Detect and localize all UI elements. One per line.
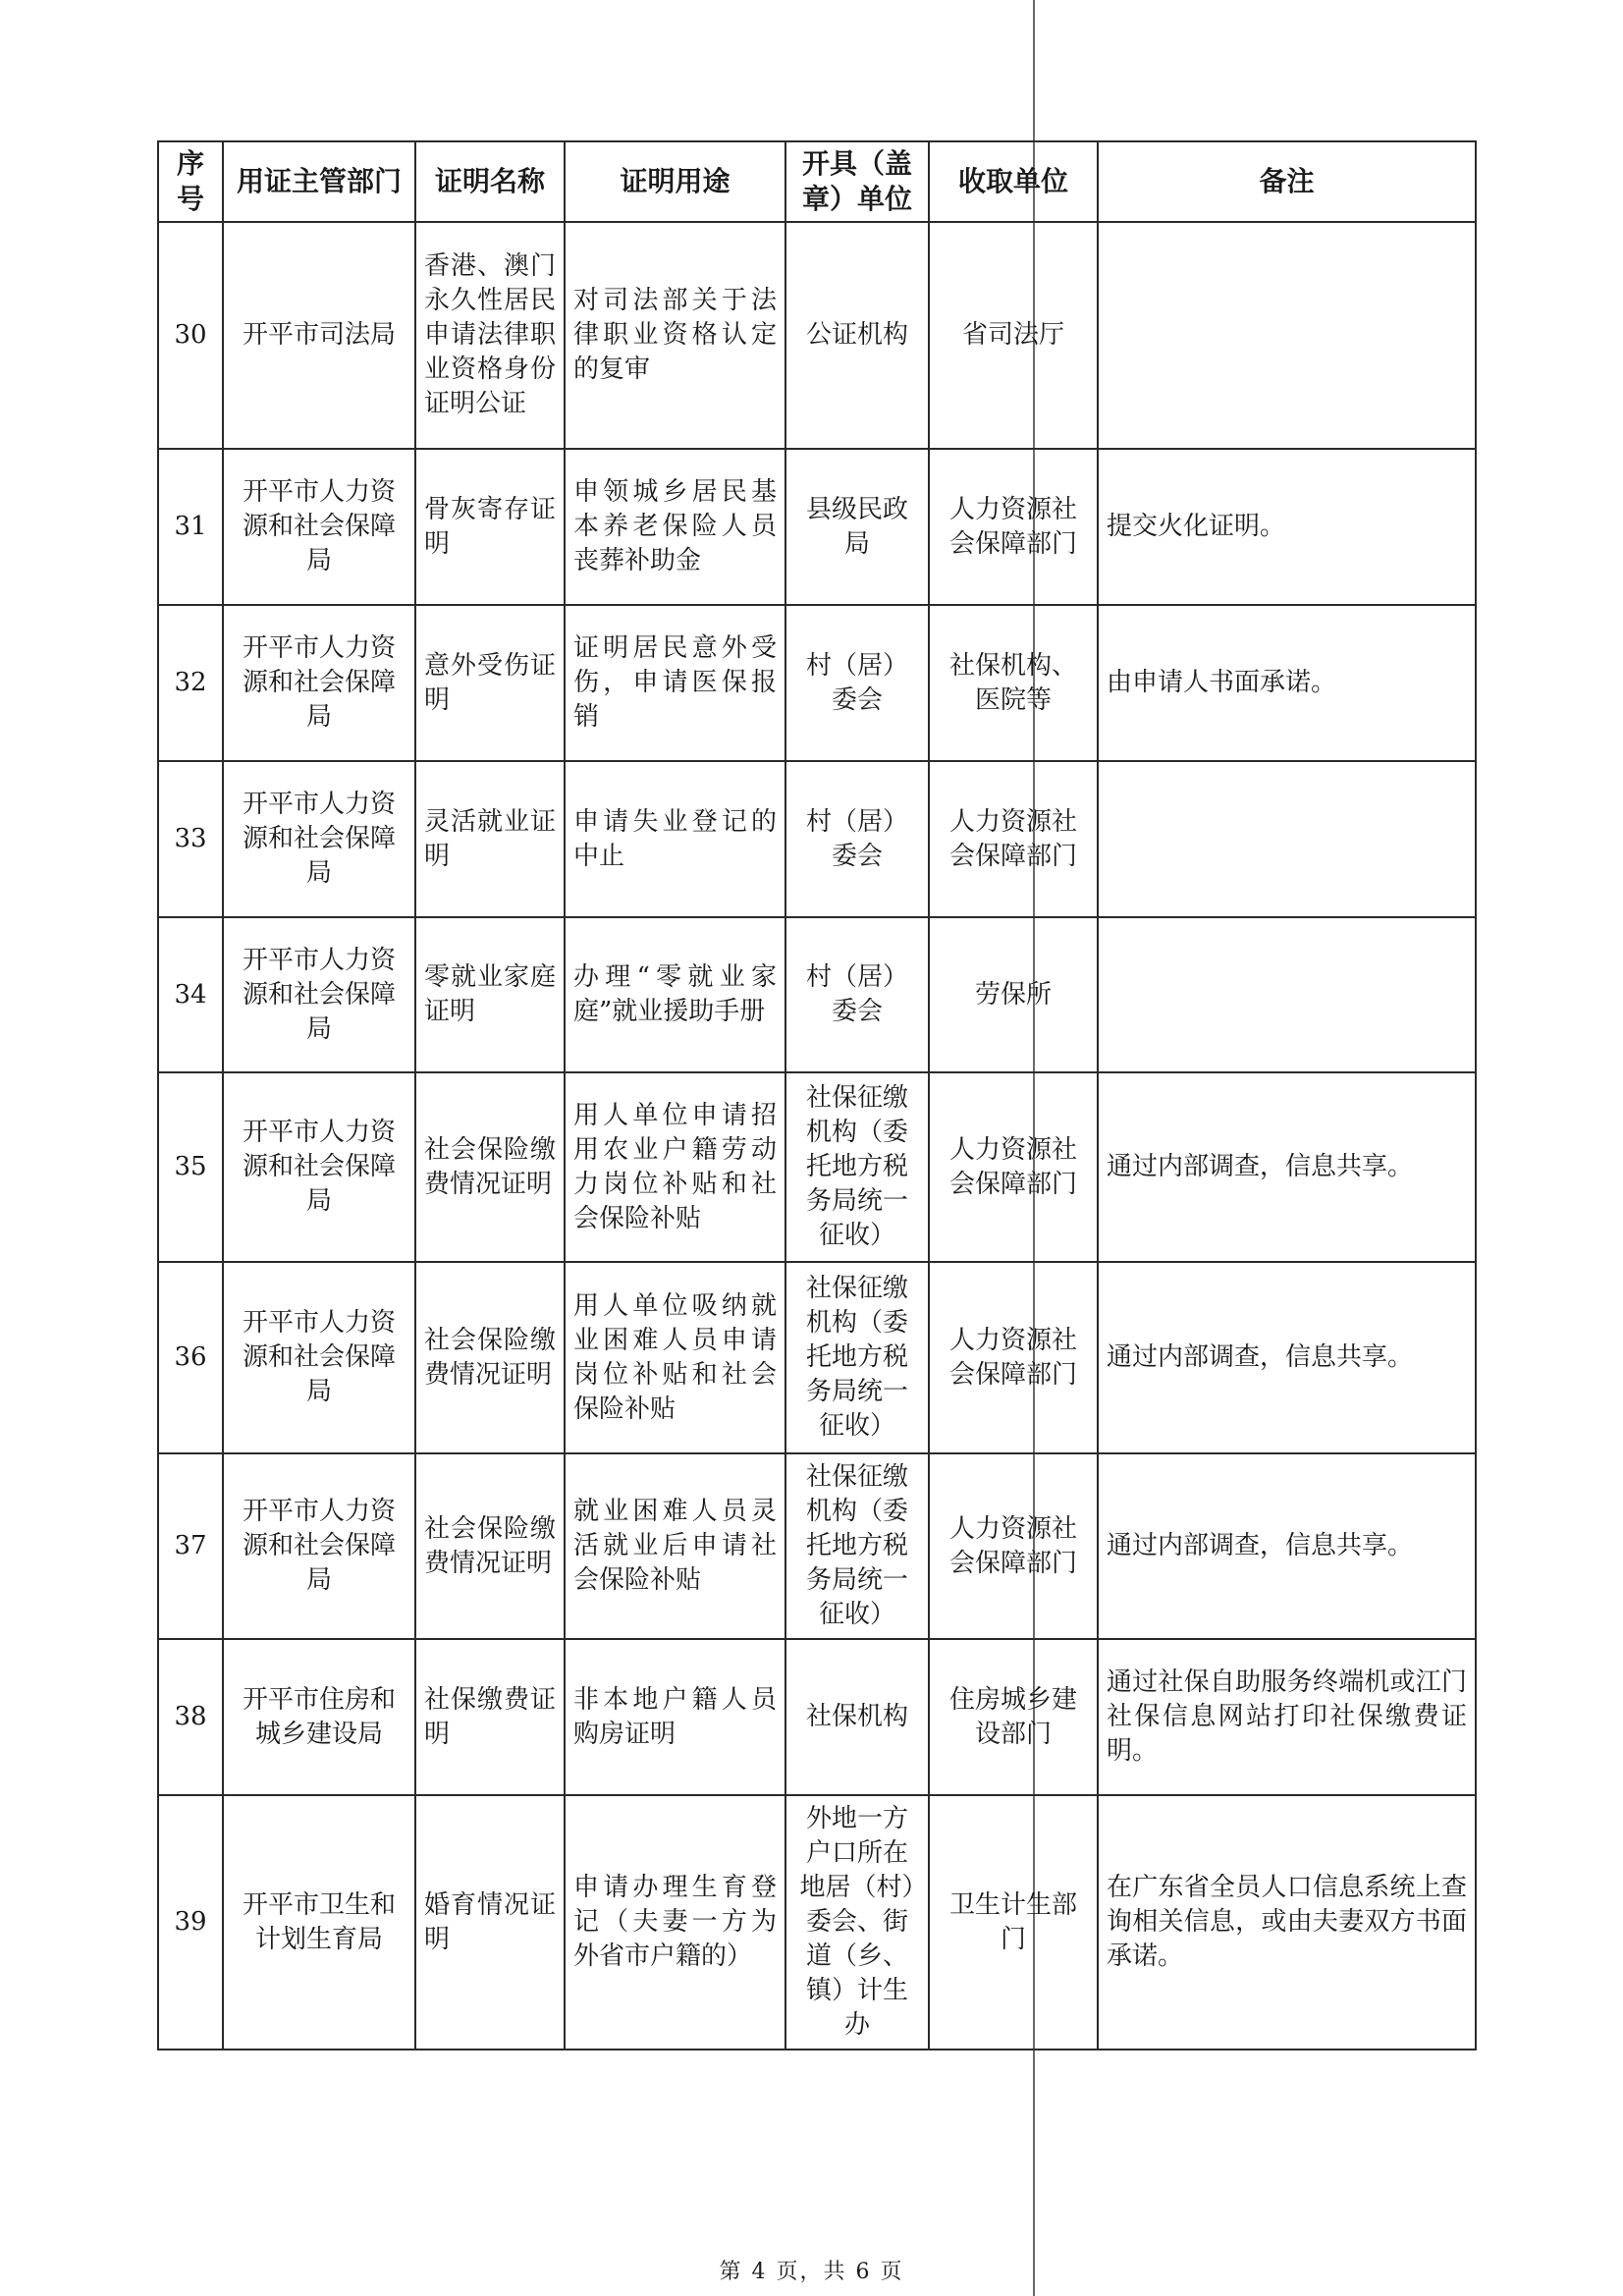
table-row: [158, 1262, 1476, 1453]
cell-note: [1098, 761, 1476, 917]
cell-note: 提交火化证明。: [1098, 449, 1476, 605]
cell-receiver: 人力资源社会保障部门: [929, 1072, 1098, 1262]
header-note: 备注: [1098, 141, 1476, 222]
cell-note: 由申请人书面承诺。: [1098, 605, 1476, 761]
cell-dept: 开平市人力资源和社会保障局: [223, 761, 415, 917]
cell-receiver: 劳保所: [929, 917, 1098, 1072]
cell-no: 34: [158, 917, 223, 1072]
cell-name: 香港、澳门永久性居民申请法律职业资格身份证明公证: [415, 222, 565, 449]
cell-receiver: 人力资源社会保障部门: [929, 1262, 1098, 1453]
cell-no: 35: [158, 1072, 223, 1262]
cell-name: 婚育情况证明: [415, 1795, 565, 2050]
cell-issuer: 村（居）委会: [785, 917, 929, 1072]
cell-purpose: 申领城乡居民基本养老保险人员丧葬补助金: [565, 449, 785, 605]
header-receiver: 收取单位: [929, 141, 1098, 222]
cell-name: 零就业家庭证明: [415, 917, 565, 1072]
table-row: [158, 1453, 1476, 1639]
table-row: [158, 605, 1476, 761]
cell-receiver: 卫生计生部门: [929, 1795, 1098, 2050]
cell-note: [1098, 917, 1476, 1072]
table-row: [158, 222, 1476, 449]
cell-issuer: 社保征缴机构（委托地方税务局统一征收）: [785, 1262, 929, 1453]
cell-receiver: 人力资源社会保障部门: [929, 449, 1098, 605]
header-issuer: 开具（盖章）单位: [785, 141, 929, 222]
cell-name: 灵活就业证明: [415, 761, 565, 917]
table-row: [158, 1639, 1476, 1795]
cell-issuer: 社保征缴机构（委托地方税务局统一征收）: [785, 1453, 929, 1639]
cell-purpose: 就业困难人员灵活就业后申请社会保险补贴: [565, 1453, 785, 1639]
cell-dept: 开平市人力资源和社会保障局: [223, 1453, 415, 1639]
cell-receiver: 省司法厅: [929, 222, 1098, 449]
cell-dept: 开平市住房和城乡建设局: [223, 1639, 415, 1795]
cell-note: 通过社保自助服务终端机或江门社保信息网站打印社保缴费证明。: [1098, 1639, 1476, 1795]
cell-issuer: 社保征缴机构（委托地方税务局统一征收）: [785, 1072, 929, 1262]
cell-no: 38: [158, 1639, 223, 1795]
cell-no: 36: [158, 1262, 223, 1453]
cell-dept: 开平市人力资源和社会保障局: [223, 1262, 415, 1453]
cell-name: 社会保险缴费情况证明: [415, 1453, 565, 1639]
cell-note: [1098, 222, 1476, 449]
cell-note: 通过内部调查，信息共享。: [1098, 1262, 1476, 1453]
cell-issuer: 公证机构: [785, 222, 929, 449]
cell-purpose: 证明居民意外受伤，申请医保报销: [565, 605, 785, 761]
cell-purpose: 办理“零就业家庭”就业援助手册: [565, 917, 785, 1072]
cell-dept: 开平市人力资源和社会保障局: [223, 605, 415, 761]
cell-receiver: 人力资源社会保障部门: [929, 761, 1098, 917]
cell-no: 30: [158, 222, 223, 449]
cell-purpose: 用人单位申请招用农业户籍劳动力岗位补贴和社会保险补贴: [565, 1072, 785, 1262]
cell-note: 通过内部调查，信息共享。: [1098, 1453, 1476, 1639]
table-row: [158, 761, 1476, 917]
cell-no: 37: [158, 1453, 223, 1639]
cell-name: 社保缴费证明: [415, 1639, 565, 1795]
cell-name: 意外受伤证明: [415, 605, 565, 761]
cell-purpose: 申请失业登记的中止: [565, 761, 785, 917]
cell-no: 33: [158, 761, 223, 917]
cell-no: 39: [158, 1795, 223, 2050]
cell-purpose: 对司法部关于法律职业资格认定的复审: [565, 222, 785, 449]
cell-receiver: 社保机构、医院等: [929, 605, 1098, 761]
cell-note: 通过内部调查，信息共享。: [1098, 1072, 1476, 1262]
header-name: 证明名称: [415, 141, 565, 222]
cell-issuer: 社保机构: [785, 1639, 929, 1795]
cell-receiver: 人力资源社会保障部门: [929, 1453, 1098, 1639]
table-row: [158, 449, 1476, 605]
header-dept: 用证主管部门: [223, 141, 415, 222]
cell-name: 社会保险缴费情况证明: [415, 1262, 565, 1453]
cell-dept: 开平市人力资源和社会保障局: [223, 449, 415, 605]
cell-purpose: 用人单位吸纳就业困难人员申请岗位补贴和社会保险补贴: [565, 1262, 785, 1453]
certificate-table: [157, 140, 1477, 2050]
cell-purpose: 非本地户籍人员购房证明: [565, 1639, 785, 1795]
table-row: [158, 917, 1476, 1072]
cell-receiver: 住房城乡建设部门: [929, 1639, 1098, 1795]
cell-dept: 开平市卫生和计划生育局: [223, 1795, 415, 2050]
table-row: [158, 1072, 1476, 1262]
cell-issuer: 村（居）委会: [785, 605, 929, 761]
cell-purpose: 申请办理生育登记（夫妻一方为外省市户籍的）: [565, 1795, 785, 2050]
header-purpose: 证明用途: [565, 141, 785, 222]
table-header-row: [158, 141, 1476, 222]
cell-dept: 开平市人力资源和社会保障局: [223, 917, 415, 1072]
cell-name: 骨灰寄存证明: [415, 449, 565, 605]
table-row: [158, 1795, 1476, 2050]
cell-note: 在广东省全员人口信息系统上查询相关信息，或由夫妻双方书面承诺。: [1098, 1795, 1476, 2050]
header-no: 序号: [158, 141, 223, 222]
cell-issuer: 外地一方户口所在地居（村）委会、街道（乡、镇）计生办: [785, 1795, 929, 2050]
cell-issuer: 县级民政局: [785, 449, 929, 605]
cell-dept: 开平市司法局: [223, 222, 415, 449]
cell-name: 社会保险缴费情况证明: [415, 1072, 565, 1262]
cell-issuer: 村（居）委会: [785, 761, 929, 917]
page-number: 第 4 页，共 6 页: [719, 2260, 904, 2284]
cell-no: 31: [158, 449, 223, 605]
cell-dept: 开平市人力资源和社会保障局: [223, 1072, 415, 1262]
cell-no: 32: [158, 605, 223, 761]
